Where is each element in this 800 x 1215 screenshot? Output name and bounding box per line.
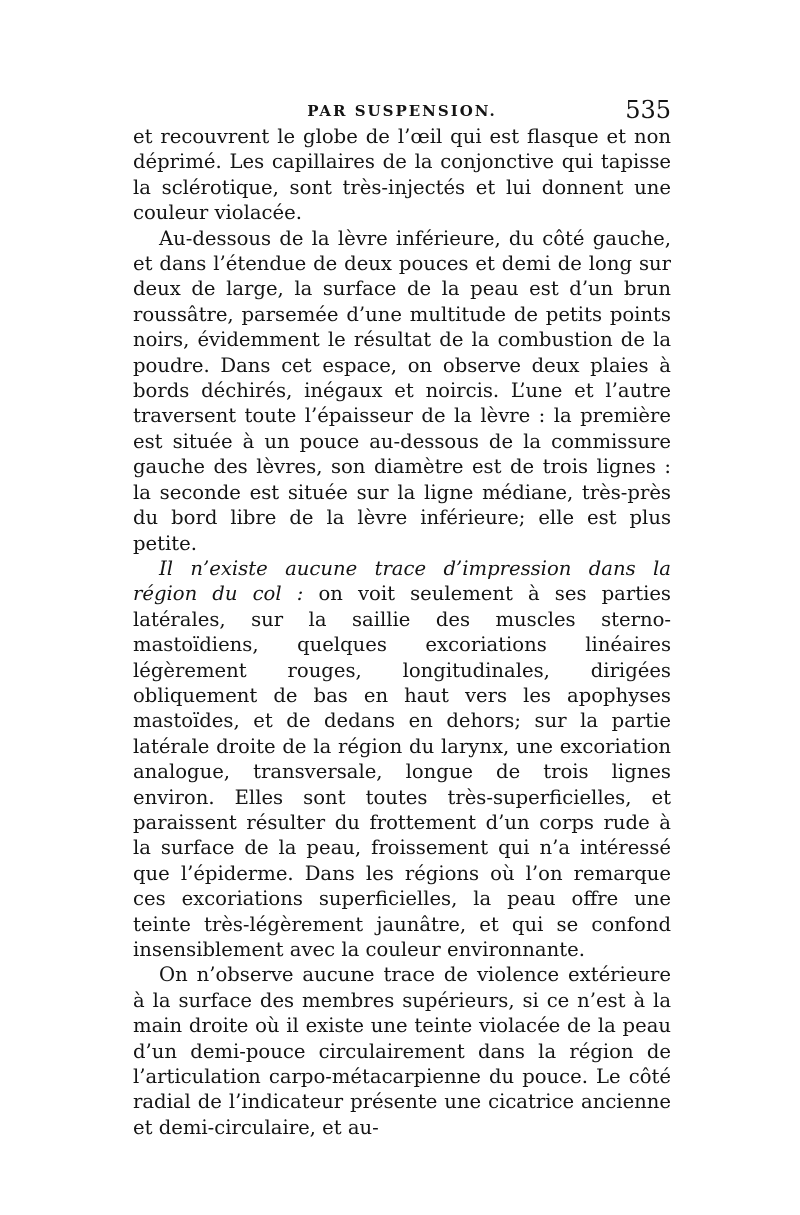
paragraph-4-text: On n’observe aucune trace de violence extérieure à la surface des membres supérieurs, si ce n’est à la main droite où il existe une teinte violacée de la peau d’un demi-pouce circulairement dans la région de l’articulation carpo-métacarpienne du pouce. Le côté radial de l’indicateur présente une cicatrice ancienne et demi-circulaire, et au-: [133, 963, 671, 1139]
paragraph-3-text: on voit seulement à ses parties latérales, sur la saillie des muscles sterno-mastoïdiens, quelques excoriations linéaires légèrement rouges, longitudinales, dirigées obliquement de bas en haut vers les apophyses mastoïdes, et de dedans en dehors; sur la partie latérale droite de la région du larynx, une excoriation analogue, transversale, longue de trois lignes environ. Elles sont toutes très-superficielles, et paraissent résulter du frottement d’un corps rude à la surface de la peau, froissement qui n’a intéressé que l’épiderme. Dans les régions où l’on remarque ces excoriations superficielles, la peau offre une teinte très-légèrement jaunâtre, et qui se confond insensiblement avec la couleur environnante.: [133, 582, 671, 961]
paragraph-2: [133, 226, 671, 556]
paragraph-1-text: et recouvrent le globe de l’œil qui est flasque et non déprimé. Les capillaires de la conjonctive qui tapisse la sclérotique, sont très-injectés et lui donnent une couleur violacée.: [133, 125, 671, 225]
running-head-title: PAR SUSPENSION.: [307, 102, 497, 120]
body-text: [133, 124, 671, 1140]
paragraph-1: [133, 124, 671, 226]
paragraph-2-text: Au-dessous de la lèvre inférieure, du côté gauche, et dans l’étendue de deux pouces et demi de long sur deux de large, la surface de la peau est d’un brun roussâtre, parsemée d’une multitude de petits points noirs, évidemment le résultat de la combustion de la poudre. Dans cet espace, on observe deux plaies à bords déchirés, inégaux et noircis. L’une et l’autre traversent toute l’épaisseur de la lèvre : la première est située à un pouce au-dessous de la commissure gauche des lèvres, son diamètre est de trois lignes : la seconde est située sur la ligne médiane, très-près du bord libre de la lèvre inférieure; elle est plus petite.: [133, 226, 671, 555]
paragraph-4: [133, 962, 671, 1140]
paragraph-3: [133, 556, 671, 963]
page-number: 535: [625, 96, 671, 124]
paragraph-3-italic-lead: Il n’existe aucune trace d’impression dans la région du col :: [133, 556, 671, 606]
